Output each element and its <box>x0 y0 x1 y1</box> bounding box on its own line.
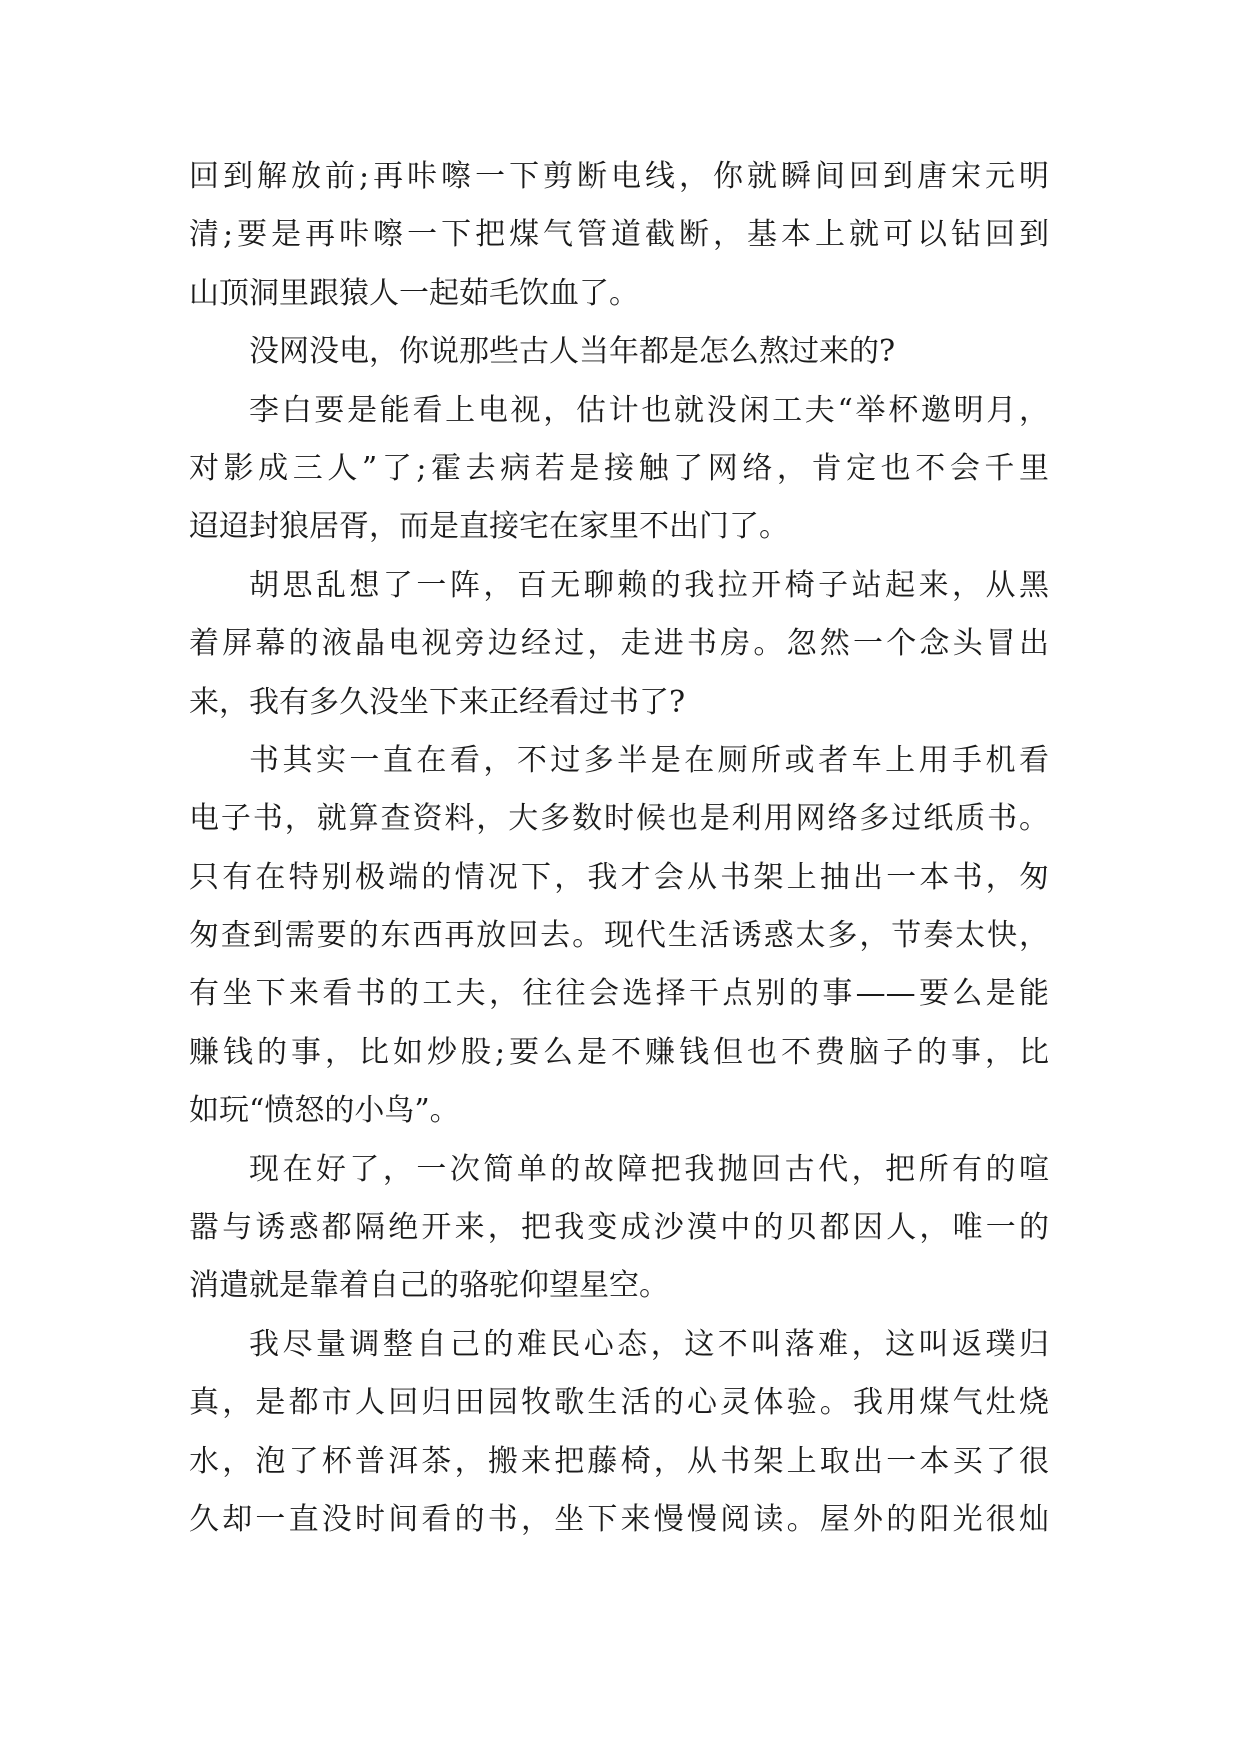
text-line: 电子书，就算查资料，大多数时候也是利用网络多过纸质书。 <box>189 801 1049 837</box>
text-line: 对影成三人”了;霍去病若是接触了网络，肯定也不会千里 <box>189 450 1049 486</box>
text-line: 清;要是再咔嚓一下把煤气管道截断，基本上就可以钻回到 <box>189 217 1049 253</box>
text-line: 回到解放前;再咔嚓一下剪断电线，你就瞬间回到唐宋元明 <box>189 159 1049 194</box>
text-line: 书其实一直在看，不过多半是在厕所或者车上用手机看 <box>249 742 1049 778</box>
text-line: 迢迢封狼居胥，而是直接宅在家里不出门了。 <box>189 509 789 545</box>
text-line: 有坐下来看书的工夫，往往会选择干点别的事——要么是能 <box>189 976 1049 1012</box>
text-line: 李白要是能看上电视，估计也就没闲工夫“举杯邀明月， <box>249 392 1049 428</box>
text-line: 水，泡了杯普洱茶，搬来把藤椅，从书架上取出一本买了很 <box>189 1443 1049 1479</box>
text-line: 我尽量调整自己的难民心态，这不叫落难，这叫返璞归 <box>249 1326 1049 1362</box>
text-line: 只有在特别极端的情况下，我才会从书架上抽出一本书，匆 <box>189 859 1049 895</box>
text-line: 如玩“愤怒的小鸟”。 <box>189 1093 460 1129</box>
text-line: 真，是都市人回归田园牧歌生活的心灵体验。我用煤气灶烧 <box>189 1385 1049 1421</box>
text-line: 久却一直没时间看的书，坐下来慢慢阅读。屋外的阳光很灿 <box>189 1501 1049 1537</box>
text-line: 来，我有多久没坐下来正经看过书了? <box>189 684 686 720</box>
text-line: 嚣与诱惑都隔绝开来，把我变成沙漠中的贝都因人，唯一的 <box>189 1210 1049 1246</box>
text-line: 胡思乱想了一阵，百无聊赖的我拉开椅子站起来，从黑 <box>249 567 1049 603</box>
text-line: 匆查到需要的东西再放回去。现代生活诱惑太多，节奏太快， <box>189 918 1049 954</box>
text-line: 山顶洞里跟猿人一起茹毛饮血了。 <box>189 275 639 311</box>
text-line: 没网没电，你说那些古人当年都是怎么熬过来的? <box>249 334 896 370</box>
text-line: 赚钱的事，比如炒股;要么是不赚钱但也不费脑子的事，比 <box>189 1034 1049 1070</box>
text-line: 消遣就是靠着自己的骆驼仰望星空。 <box>189 1268 669 1304</box>
text-line: 着屏幕的液晶电视旁边经过，走进书房。忽然一个念头冒出 <box>189 626 1049 662</box>
document-page <box>189 148 1049 1549</box>
text-line: 现在好了，一次简单的故障把我抛回古代，把所有的喧 <box>249 1151 1049 1187</box>
